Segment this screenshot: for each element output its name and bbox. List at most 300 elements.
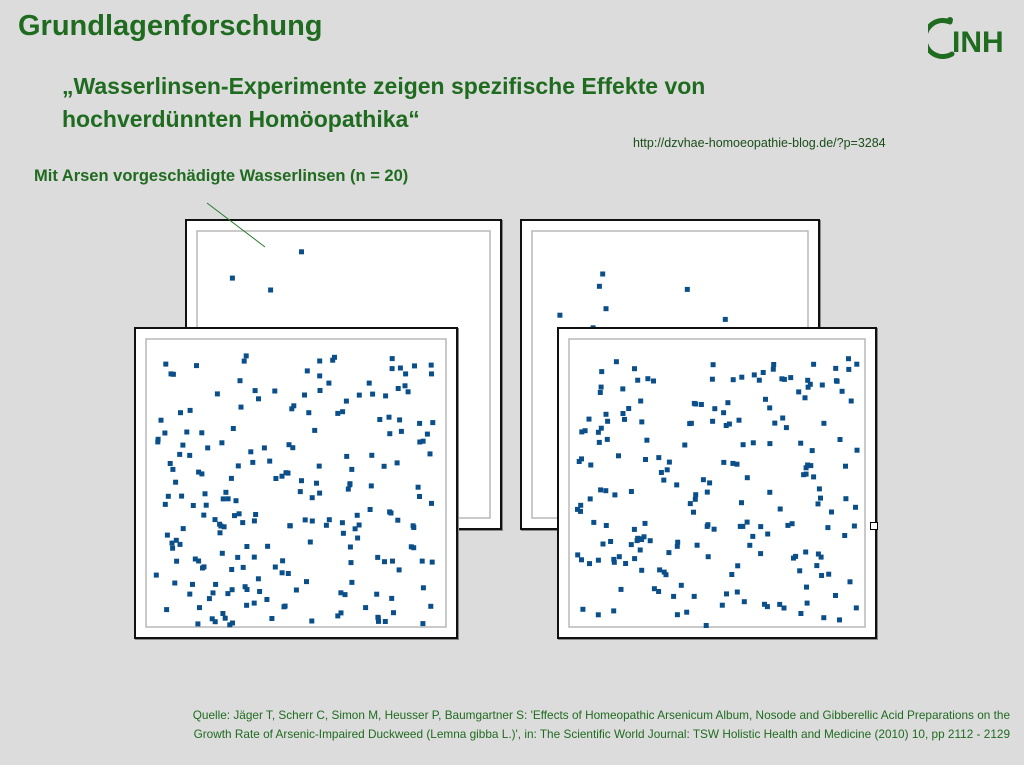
scatter-point: [604, 523, 609, 528]
scatter-point: [557, 313, 562, 318]
scatter-point: [310, 495, 315, 500]
scatter-point: [368, 507, 373, 512]
scatter-point: [253, 512, 258, 517]
scatter-point: [430, 560, 435, 565]
scatter-point: [591, 520, 596, 525]
scatter-point: [621, 411, 626, 416]
scatter-point: [317, 359, 322, 364]
scatter-panel-front-right: [557, 327, 877, 639]
scatter-point: [395, 460, 400, 465]
scatter-point: [326, 381, 331, 386]
scatter-point: [804, 585, 809, 590]
annotation-label: Mit Arsen vorgeschädigte Wasserlinsen (n = 20): [34, 167, 409, 185]
scatter-point: [821, 615, 826, 620]
scatter-point: [605, 437, 610, 442]
scatter-point: [632, 366, 637, 371]
scatter-point: [390, 366, 395, 371]
quote-line-1: „Wasserlinsen-Experimente zeigen spezifische Effekte von: [62, 73, 706, 99]
scatter-point: [843, 464, 848, 469]
scatter-point: [225, 591, 230, 596]
scatter-point: [622, 417, 627, 422]
scatter-point: [855, 448, 860, 453]
scatter-point: [601, 542, 606, 547]
scatter-point: [643, 457, 648, 462]
scatter-point: [327, 517, 332, 522]
scatter-point: [629, 489, 634, 494]
scatter-point: [721, 460, 726, 465]
scatter-point: [194, 363, 199, 368]
scatter-point: [399, 429, 404, 434]
scatter-point: [421, 585, 426, 590]
quote-line-2: hochverdünnten Homöopathika“: [62, 106, 420, 132]
scatter-point: [838, 437, 843, 442]
scatter-point: [355, 513, 360, 518]
scatter-point: [428, 451, 433, 456]
scatter-point: [324, 523, 329, 528]
scatter-point: [199, 430, 204, 435]
quote: [62, 70, 862, 136]
scatter-point: [608, 539, 613, 544]
scatter-point: [309, 619, 314, 624]
scatter-point: [667, 460, 672, 465]
scatter-point: [588, 463, 593, 468]
scatter-point: [693, 497, 698, 502]
scatter-point: [712, 527, 717, 532]
scatter-point: [599, 426, 604, 431]
scatter-point: [382, 559, 387, 564]
scatter-point: [705, 524, 710, 529]
scatter-point: [656, 455, 661, 460]
scatter-point: [814, 563, 819, 568]
scatter-point: [187, 453, 192, 458]
scatter-point: [752, 372, 757, 377]
scatter-point: [383, 619, 388, 624]
inh-logo: [928, 12, 1008, 60]
scatter-point: [344, 399, 349, 404]
logo-text: INH: [952, 26, 1004, 59]
scatter-point: [659, 470, 664, 475]
scatter-point: [758, 524, 763, 529]
scatter-point: [735, 563, 740, 568]
scatter-point: [837, 617, 842, 622]
scatter-point: [180, 443, 185, 448]
scatter-point: [220, 611, 225, 616]
scatter-point: [762, 602, 767, 607]
scatter-point: [231, 426, 236, 431]
scatter-point: [403, 383, 408, 388]
scatter-point: [853, 505, 858, 510]
scatter-point: [664, 572, 669, 577]
scatter-point: [588, 496, 593, 501]
scatter-point: [170, 541, 175, 546]
scatter-point: [771, 367, 776, 372]
scatter-point: [750, 534, 755, 539]
scatter-point: [234, 498, 239, 503]
scatter-point: [639, 419, 644, 424]
scatter-point: [382, 464, 387, 469]
scatter-point: [187, 592, 192, 597]
scatter-point: [819, 573, 824, 578]
scatter-point: [240, 520, 245, 525]
scatter-point: [798, 611, 803, 616]
scatter-point: [808, 463, 813, 468]
scatter-point: [390, 559, 395, 564]
scatter-point: [197, 605, 202, 610]
scatter-point: [782, 606, 787, 611]
source-line-1: Quelle: Jäger T, Scherr C, Simon M, Heusser P, Baumgartner S: 'Effects of Homeopathic Arsenicum Album, Nosode and Gibberellic Acid Preparations on the: [192, 708, 1010, 722]
scatter-point: [721, 410, 726, 415]
scatter-point: [842, 533, 847, 538]
scatter-point: [692, 401, 697, 406]
scatter-point: [804, 465, 809, 470]
scatter-point: [252, 518, 257, 523]
scatter-point: [699, 402, 704, 407]
scatter-point: [420, 559, 425, 564]
scatter-point: [689, 421, 694, 426]
scatter-point: [763, 397, 768, 402]
scatter-point: [735, 590, 740, 595]
scatter-point: [294, 588, 299, 593]
scatter-point: [168, 461, 173, 466]
scatter-point: [164, 607, 169, 612]
scatter-point: [784, 425, 789, 430]
scatter-point: [344, 454, 349, 459]
scatter-point: [758, 551, 763, 556]
scatter-point: [751, 440, 756, 445]
scatter-point: [213, 517, 218, 522]
scatter-point: [767, 490, 772, 495]
scatter-point: [798, 441, 803, 446]
scatter-point: [420, 621, 425, 626]
scatter-point: [416, 485, 421, 490]
slide-title: Grundlagenforschung: [18, 10, 323, 42]
scatter-point: [299, 249, 304, 254]
scatter-point: [803, 550, 808, 555]
scatter-point: [600, 272, 605, 277]
scatter-point: [739, 375, 744, 380]
scatter-point: [204, 503, 209, 508]
scatter-point: [685, 287, 690, 292]
scatter-point: [230, 276, 235, 281]
scatter-point: [772, 421, 777, 426]
scatter-point: [612, 560, 617, 565]
scatter-point: [596, 558, 601, 563]
scatter-point: [597, 284, 602, 289]
scatter-point: [349, 467, 354, 472]
scatter-point: [620, 386, 625, 391]
scatter-point: [797, 568, 802, 573]
scatter-point: [244, 544, 249, 549]
scatter-point: [782, 377, 787, 382]
scatter-point: [701, 477, 706, 482]
scatter-point: [725, 400, 730, 405]
scatter-point: [583, 428, 588, 433]
scatter-point: [623, 561, 628, 566]
scatter-point: [742, 599, 747, 604]
scatter-point: [611, 608, 616, 613]
scatter-point: [257, 589, 262, 594]
scatter-point: [645, 376, 650, 381]
resize-handle[interactable]: [870, 522, 878, 530]
scatter-point: [171, 372, 176, 377]
scatter-point: [308, 540, 313, 545]
scatter-point: [429, 371, 434, 376]
scatter-point: [291, 403, 296, 408]
scatter-point: [579, 557, 584, 562]
scatter-point: [707, 480, 712, 485]
scatter-point: [203, 491, 208, 496]
scatter-point: [695, 543, 700, 548]
scatter-point: [778, 507, 783, 512]
scatter-point: [389, 511, 394, 516]
scatter-point: [191, 503, 196, 508]
scatter-point: [682, 443, 687, 448]
scatter-point: [587, 417, 592, 422]
scatter-point: [675, 544, 680, 549]
scatter-point: [603, 488, 608, 493]
scatter-point: [248, 449, 253, 454]
scatter-point: [396, 386, 401, 391]
scatter-point: [648, 538, 653, 543]
scatter-point: [730, 461, 735, 466]
scatter-point: [599, 369, 604, 374]
scatter-point: [184, 430, 189, 435]
scatter-point: [643, 521, 648, 526]
scatter-point: [162, 431, 167, 436]
scatter-point: [430, 420, 435, 425]
scatter-point: [215, 391, 220, 396]
scatter-point: [727, 422, 732, 427]
source-citation: [60, 706, 1010, 744]
scatter-point: [819, 555, 824, 560]
scatter-point: [242, 359, 247, 364]
scatter-point: [598, 487, 603, 492]
scatter-point: [245, 587, 250, 592]
scatter-point: [367, 381, 372, 386]
scatter-point: [848, 579, 853, 584]
scatter-plot-front-left: [136, 329, 456, 637]
scatter-point: [349, 580, 354, 585]
scatter-point: [817, 486, 822, 491]
scatter-point: [272, 389, 277, 394]
scatter-point: [691, 510, 696, 515]
scatter-point: [172, 581, 177, 586]
scatter-point: [791, 556, 796, 561]
scatter-point: [349, 560, 354, 565]
scatter-point: [704, 623, 709, 628]
scatter-point: [302, 393, 307, 398]
scatter-point: [335, 411, 340, 416]
scatter-point: [229, 567, 234, 572]
scatter-point: [340, 520, 345, 525]
scatter-point: [267, 459, 272, 464]
scatter-point: [205, 445, 210, 450]
scatter-point: [825, 525, 830, 530]
scatter-point: [163, 502, 168, 507]
scatter-point: [833, 593, 838, 598]
scatter-point: [711, 362, 716, 367]
scatter-point: [226, 496, 231, 501]
scatter-point: [238, 378, 243, 383]
scatter-point: [840, 389, 845, 394]
scatter-point: [425, 432, 430, 437]
scatter-point: [688, 501, 693, 506]
scatter-point: [801, 472, 806, 477]
plot-frame: [569, 339, 865, 627]
scatter-point: [612, 492, 617, 497]
scatter-point: [317, 464, 322, 469]
scatter-point: [201, 513, 206, 518]
scatter-point: [374, 592, 379, 597]
scatter-point: [579, 456, 584, 461]
source-line-2: Growth Rate of Arsenic-Impaired Duckweed (Lemna gibba L.)', in: The Scientific World Journal: TSW Holistic Health and Medicine (2010) 10, pp 2112 - 2129: [193, 727, 1010, 741]
scatter-point: [389, 596, 394, 601]
scatter-point: [810, 448, 815, 453]
scatter-point: [223, 490, 228, 495]
scatter-point: [671, 594, 676, 599]
scatter-point: [256, 576, 261, 581]
scatter-point: [383, 393, 388, 398]
scatter-point: [619, 587, 624, 592]
scatter-point: [644, 438, 649, 443]
scatter-point: [210, 616, 215, 621]
scatter-point: [310, 519, 315, 524]
scatter-point: [747, 543, 752, 548]
scatter-point: [220, 551, 225, 556]
scatter-point: [642, 534, 647, 539]
scatter-point: [635, 536, 640, 541]
scatter-point: [604, 306, 609, 311]
scatter-point: [273, 565, 278, 570]
scatter-point: [821, 421, 826, 426]
scatter-point: [391, 610, 396, 615]
scatter-point: [614, 359, 619, 364]
scatter-point: [849, 399, 854, 404]
scatter-point: [188, 408, 193, 413]
scatter-point: [397, 567, 402, 572]
scatter-point: [318, 388, 323, 393]
scatter-point: [788, 375, 793, 380]
scatter-point: [599, 385, 604, 390]
scatter-point: [829, 510, 834, 515]
scatter-point: [679, 583, 684, 588]
scatter-point: [805, 601, 810, 606]
scatter-point: [616, 453, 621, 458]
scatter-point: [587, 561, 592, 566]
scatter-point: [429, 363, 434, 368]
scatter-point: [163, 362, 168, 367]
scatter-point: [348, 481, 353, 486]
scatter-point: [417, 494, 422, 499]
scatter-point: [661, 478, 666, 483]
scatter-point: [745, 475, 750, 480]
scatter-point: [629, 542, 634, 547]
scatter-point: [729, 572, 734, 577]
scatter-point: [803, 395, 808, 400]
scatter-point: [767, 441, 772, 446]
scatter-point: [731, 377, 736, 382]
scatter-point: [638, 399, 643, 404]
scatter-point: [250, 460, 255, 465]
scatter-point: [632, 527, 637, 532]
scatter-point: [165, 533, 170, 538]
scatter-point: [357, 523, 362, 528]
scatter-point: [159, 418, 164, 423]
scatter-point: [317, 373, 322, 378]
scatter-point: [207, 596, 212, 601]
scatter-point: [666, 550, 671, 555]
scatter-point: [712, 406, 717, 411]
scatter-point: [178, 542, 183, 547]
scatter-point: [286, 571, 291, 576]
scatter-point: [597, 440, 602, 445]
scatter-point: [235, 555, 240, 560]
scatter-point: [710, 377, 715, 382]
scatter-point: [288, 523, 293, 528]
scatter-point: [369, 483, 374, 488]
scatter-point: [298, 489, 303, 494]
scatter-point: [397, 417, 402, 422]
scatter-point: [317, 491, 322, 496]
source-url[interactable]: http://dzvhae-homoeopathie-blog.de/?p=3284: [633, 136, 886, 150]
scatter-point: [626, 406, 631, 411]
scatter-point: [818, 496, 823, 501]
scatter-point: [720, 603, 725, 608]
scatter-point: [269, 616, 274, 621]
scatter-point: [304, 579, 309, 584]
scatter-point: [846, 367, 851, 372]
scatter-point: [693, 492, 698, 497]
scatter-point: [375, 615, 380, 620]
scatter-point: [166, 494, 171, 499]
scatter-point: [170, 467, 175, 472]
scatter-point: [219, 440, 224, 445]
scatter-point: [684, 610, 689, 615]
scatter-point: [805, 378, 810, 383]
scatter-point: [692, 594, 697, 599]
scatter-point: [596, 612, 601, 617]
scatter-point: [575, 552, 580, 557]
scatter-point: [605, 419, 610, 424]
scatter-point: [412, 363, 417, 368]
scatter-point: [268, 288, 273, 293]
scatter-point: [256, 396, 261, 401]
scatter-point: [398, 366, 403, 371]
scatter-point: [273, 476, 278, 481]
scatter-point: [741, 442, 746, 447]
scatter-point: [387, 431, 392, 436]
scatter-point: [177, 452, 182, 457]
scatter-panel-front-left: [134, 327, 458, 639]
scatter-point: [665, 467, 670, 472]
scatter-point: [740, 524, 745, 529]
scatter-point: [190, 582, 195, 587]
scatter-point: [390, 356, 395, 361]
scatter-point: [737, 418, 742, 423]
scatter-point: [745, 520, 750, 525]
scatter-plot-front-right: [559, 329, 875, 637]
scatter-point: [651, 379, 656, 384]
scatter-point: [656, 589, 661, 594]
scatter-point: [632, 556, 637, 561]
scatter-point: [833, 366, 838, 371]
scatter-point: [341, 531, 346, 536]
scatter-point: [811, 474, 816, 479]
scatter-point: [417, 421, 422, 426]
scatter-point: [705, 490, 710, 495]
scatter-point: [411, 545, 416, 550]
scatter-point: [674, 482, 679, 487]
